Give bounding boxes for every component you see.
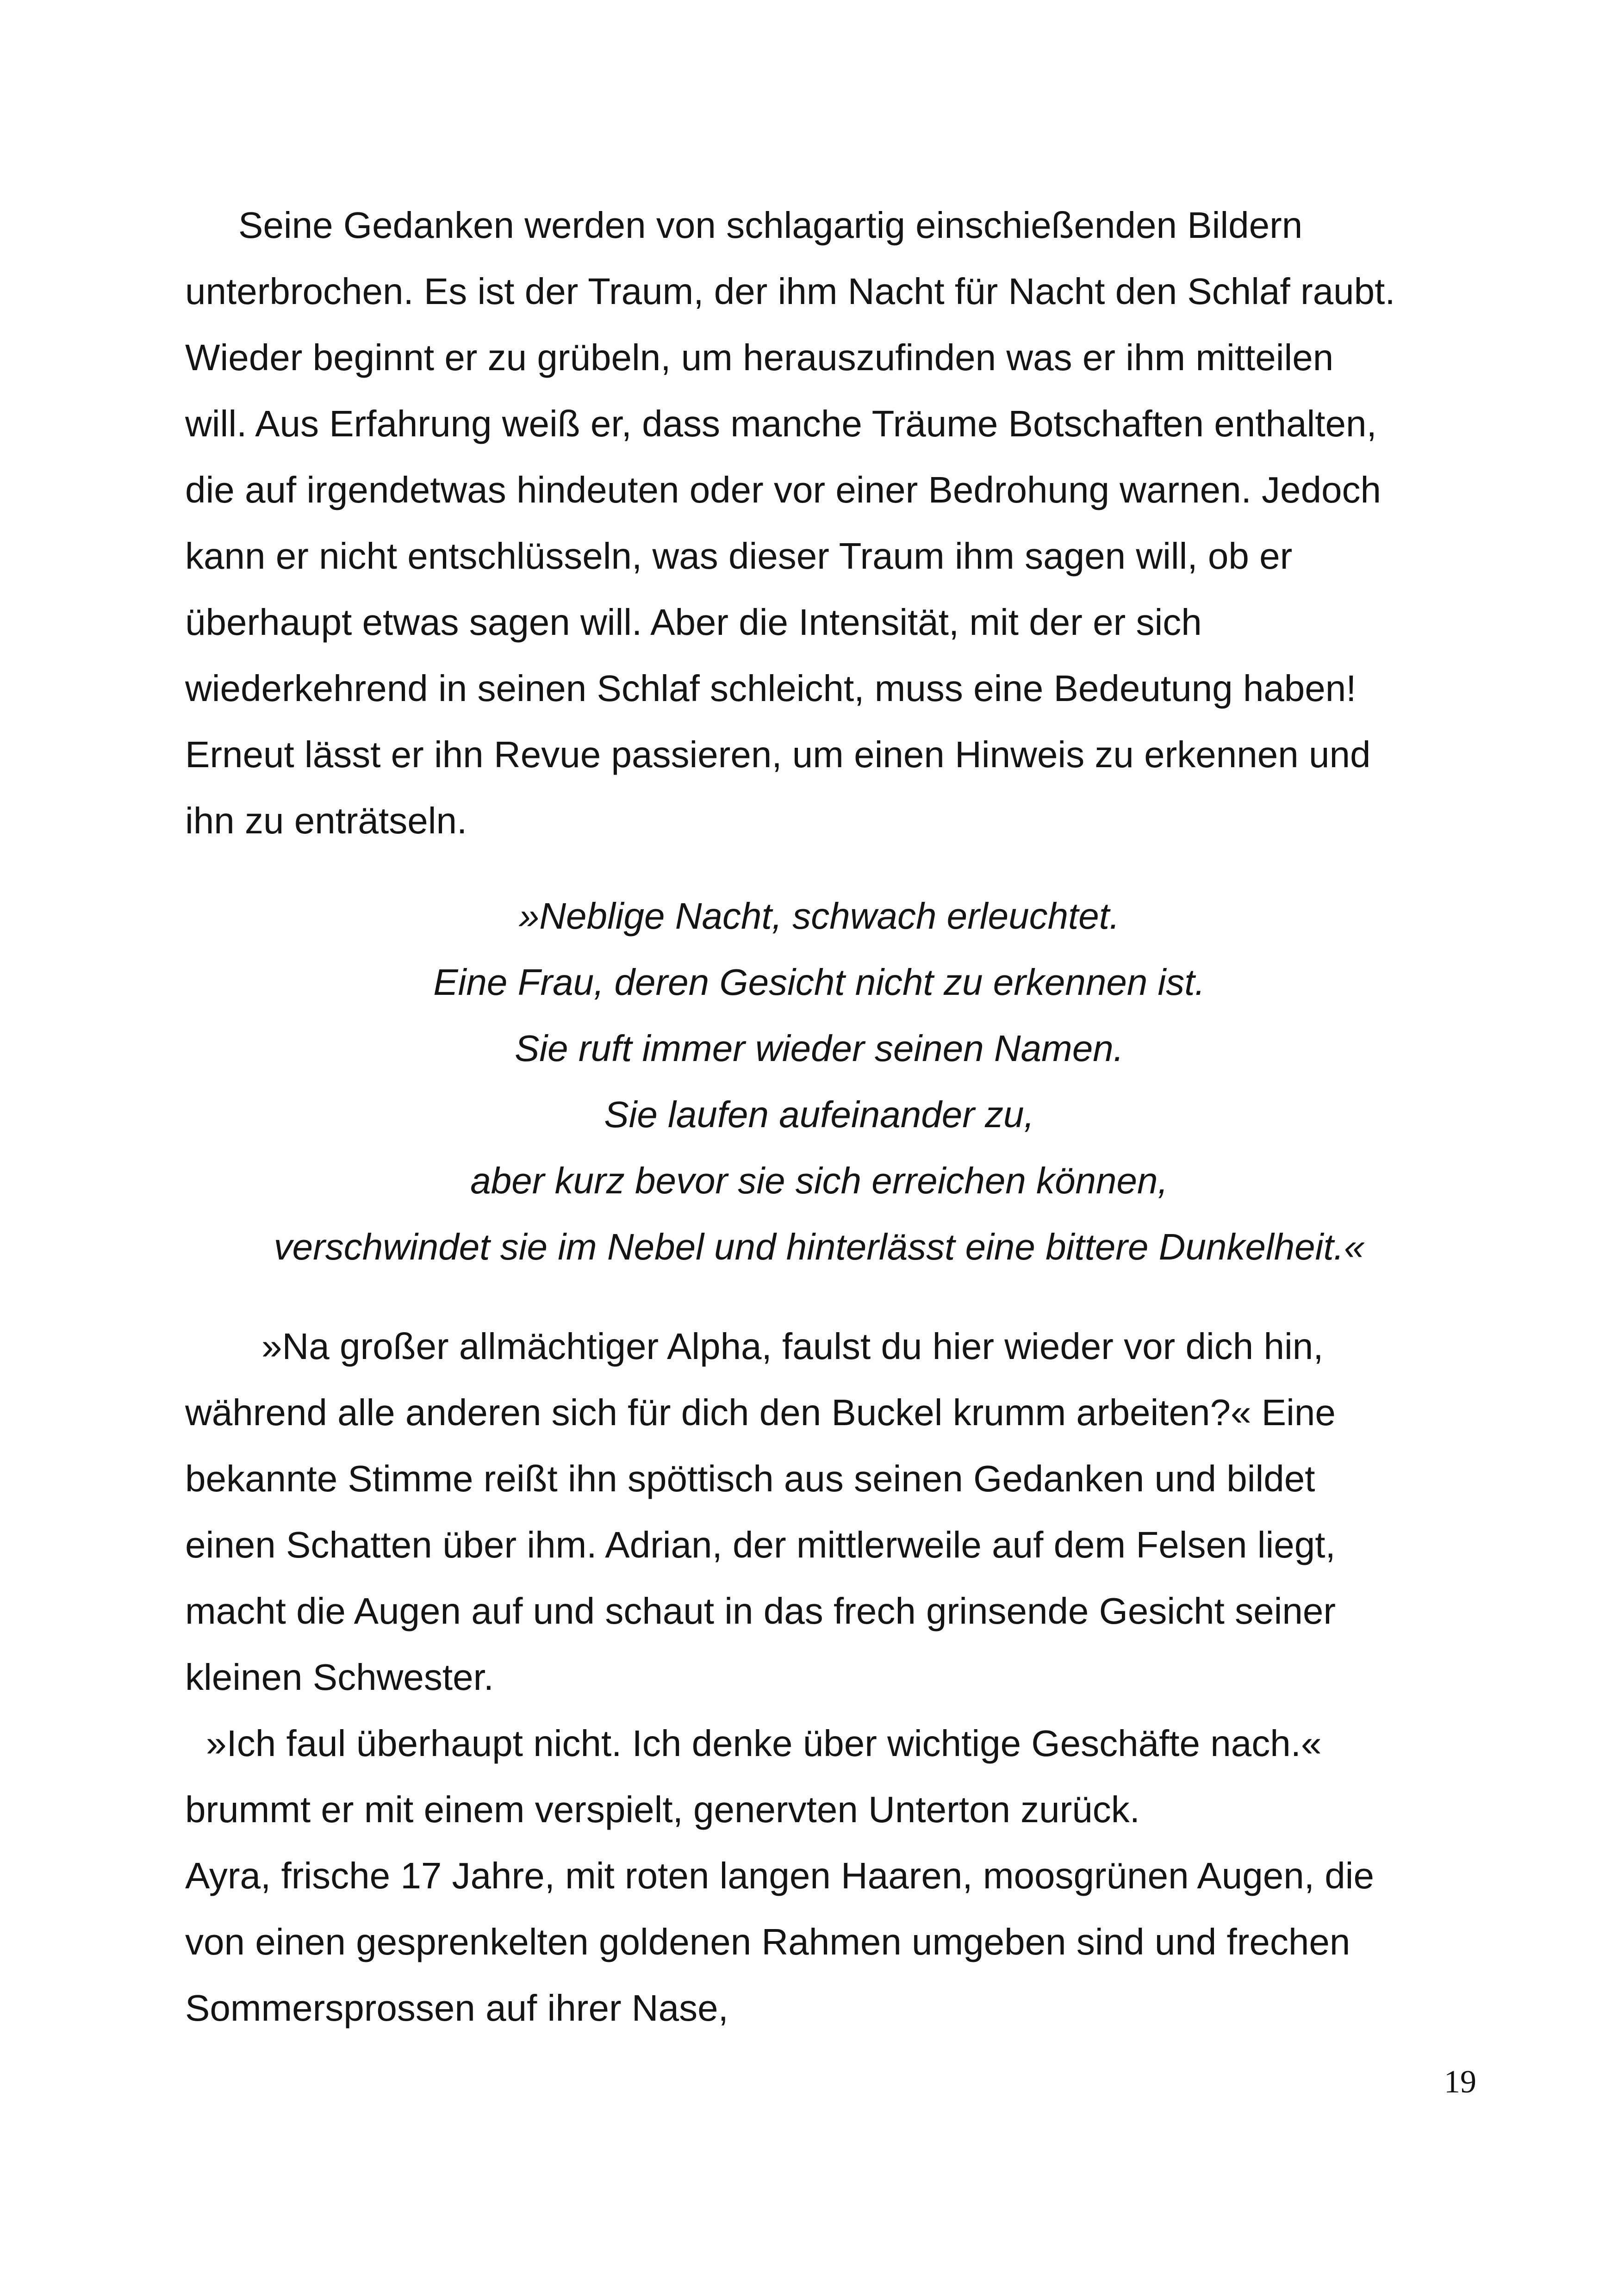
poem-line: Sie laufen aufeinander zu, bbox=[604, 1094, 1034, 1135]
text-line: macht die Augen auf und schaut in das frech grinsende Gesicht seiner bbox=[185, 1590, 1336, 1632]
text-line: Ayra, frische 17 Jahre, mit roten langen Haaren, moosgrünen Augen, die bbox=[185, 1855, 1374, 1896]
text-line: ihn zu enträtseln. bbox=[185, 800, 467, 841]
text-line: will. Aus Erfahrung weiß er, dass manche Träume Botschaften enthalten, bbox=[185, 403, 1377, 444]
text-line: einen Schatten über ihm. Adrian, der mittlerweile auf dem Felsen liegt, bbox=[185, 1524, 1336, 1565]
text-line: während alle anderen sich für dich den Buckel krumm arbeiten?« Eine bbox=[185, 1392, 1336, 1433]
text-line: die auf irgendetwas hindeuten oder vor einer Bedrohung warnen. Jedoch bbox=[185, 469, 1381, 510]
text-line: Wieder beginnt er zu grübeln, um herauszufinden was er ihm mitteilen bbox=[185, 337, 1334, 378]
poem-line: verschwindet sie im Nebel und hinterlässt eine bittere Dunkelheit.« bbox=[274, 1226, 1365, 1267]
text-line: brummt er mit einem verspielt, genervten Unterton zurück. bbox=[185, 1789, 1140, 1830]
text-line: Sommersprossen auf ihrer Nase, bbox=[185, 1987, 728, 2029]
text-line: Seine Gedanken werden von schlagartig einschießenden Bildern bbox=[238, 205, 1303, 246]
page-number: 19 bbox=[1444, 2064, 1476, 2100]
text-line: Erneut lässt er ihn Revue passieren, um einen Hinweis zu erkennen und bbox=[185, 734, 1371, 775]
poem-line: aber kurz bevor sie sich erreichen können, bbox=[470, 1160, 1168, 1201]
text-line: kleinen Schwester. bbox=[185, 1657, 494, 1698]
text-line: überhaupt etwas sagen will. Aber die Intensität, mit der er sich bbox=[185, 602, 1202, 643]
poem-line: »Neblige Nacht, schwach erleuchtet. bbox=[518, 895, 1120, 937]
text-line: wiederkehrend in seinen Schlaf schleicht, muss eine Bedeutung haben! bbox=[185, 668, 1357, 709]
text-line: »Na großer allmächtiger Alpha, faulst du hier wieder vor dich hin, bbox=[261, 1326, 1324, 1367]
text-line: von einen gesprenkelten goldenen Rahmen umgeben sind und frechen bbox=[185, 1921, 1350, 1962]
poem-line: Eine Frau, deren Gesicht nicht zu erkennen ist. bbox=[433, 962, 1205, 1003]
poem-line: Sie ruft immer wieder seinen Namen. bbox=[514, 1028, 1124, 1069]
text-line: unterbrochen. Es ist der Traum, der ihm Nacht für Nacht den Schlaf raubt. bbox=[185, 271, 1395, 312]
text-line: kann er nicht entschlüsseln, was dieser Traum ihm sagen will, ob er bbox=[185, 535, 1293, 577]
text-line: »Ich faul überhaupt nicht. Ich denke über wichtige Geschäfte nach.« bbox=[206, 1723, 1322, 1764]
text-line: bekannte Stimme reißt ihn spöttisch aus seinen Gedanken und bildet bbox=[185, 1458, 1315, 1499]
